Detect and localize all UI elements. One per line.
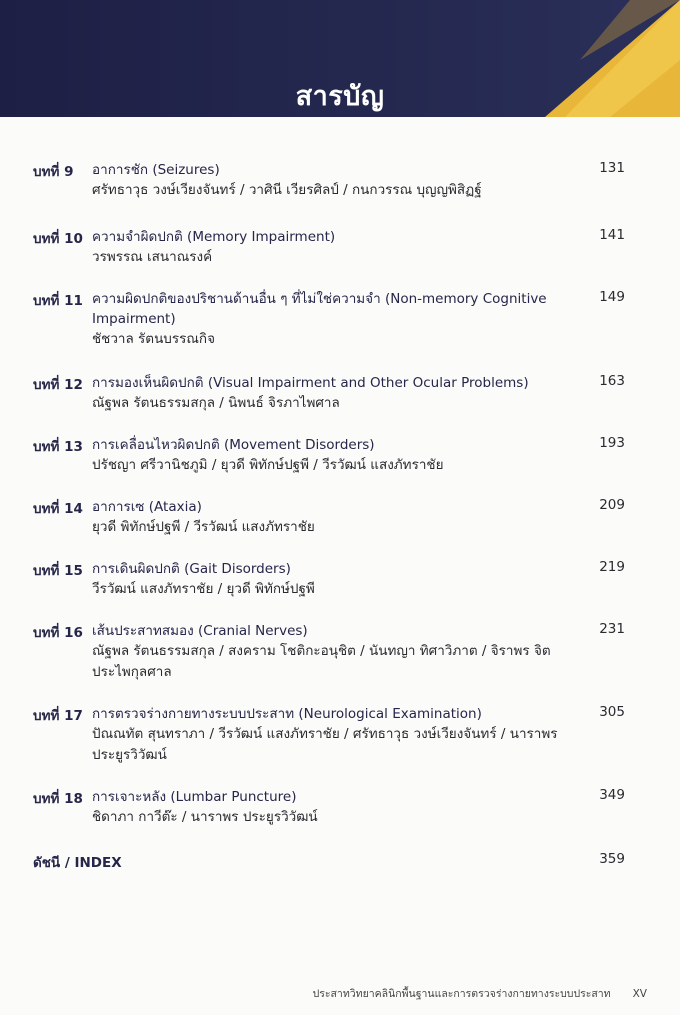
chapter-title: การเดินผิดปกติ (Gait Disorders)	[92, 561, 291, 577]
chapter-authors: ปรัชญา ศรีวานิชภูมิ / ยุวดี พิทักษ์ปฐพี / วีรวัฒน์ แสงภัทราชัย	[92, 457, 444, 473]
chapter-title: การเจาะหลัง (Lumbar Puncture)	[92, 789, 297, 805]
chapter-authors: ณัฐพล รัตนธรรมสกุล / สงคราม โชติกะอนุชิต / นันทญา ทิศาวิภาต / จิราพร จิตประไพกุลศาล	[92, 643, 551, 680]
toc-entry[interactable]	[33, 497, 629, 538]
chapter-title: การตรวจร่างกายทางระบบประสาท (Neurological Examination)	[92, 706, 482, 722]
chapter-number: บทที่ 18	[33, 791, 83, 807]
chapter-title: เส้นประสาทสมอง (Cranial Nerves)	[92, 623, 308, 639]
header-banner	[0, 0, 680, 117]
chapter-title: อาการชัก (Seizures)	[92, 162, 220, 178]
chapter-authors: ศรัทธาวุธ วงษ์เวียงจันทร์ / วาศินี เวียรศิลป์ / กนกวรรณ บุญญพิสิฏฐ์	[92, 182, 482, 198]
page-number: 193	[599, 435, 625, 451]
chapter-authors: ชิดาภา กาวีต๊ะ / นาราพร ประยูรวิวัฒน์	[92, 809, 318, 825]
page-number: 149	[599, 289, 625, 305]
page-number: 209	[599, 497, 625, 513]
chapter-authors: ยุวดี พิทักษ์ปฐพี / วีรวัฒน์ แสงภัทราชัย	[92, 519, 315, 535]
chapter-number: บทที่ 15	[33, 563, 83, 579]
chapter-number: บทที่ 12	[33, 377, 83, 393]
chapter-number: บทที่ 9	[33, 164, 74, 180]
page-number: 163	[599, 373, 625, 389]
page-number: 231	[599, 621, 625, 637]
page-number: 219	[599, 559, 625, 575]
chapter-number: บทที่ 14	[33, 501, 83, 517]
chapter-title: ความจำผิดปกติ (Memory Impairment)	[92, 229, 336, 245]
chapter-authors: วีรวัฒน์ แสงภัทราชัย / ยุวดี พิทักษ์ปฐพี	[92, 581, 315, 597]
book-title: ประสาทวิทยาคลินิกพื้นฐานและการตรวจร่างกายทางระบบประสาท	[312, 988, 611, 1000]
page-number: 141	[599, 227, 625, 243]
chapter-number: บทที่ 11	[33, 293, 83, 309]
page-number: 131	[599, 160, 625, 176]
toc-entry[interactable]	[33, 621, 629, 683]
chapter-authors: ปัณณทัต สุนทราภา / วีรวัฒน์ แสงภัทราชัย / ศรัทธาวุธ วงษ์เวียงจันทร์ / นาราพร ประยูรวิวัฒน์	[92, 726, 558, 763]
chapter-authors: วรพรรณ เสนาณรงค์	[92, 249, 213, 265]
toc-entry-index[interactable]	[33, 851, 629, 873]
page-title: สารบัญ	[295, 81, 385, 112]
toc-entry[interactable]	[33, 227, 629, 268]
chapter-number: บทที่ 16	[33, 625, 83, 641]
toc-list	[33, 160, 629, 828]
page-number: 349	[599, 787, 625, 803]
chapter-title: ความผิดปกติของปริชานด้านอื่น ๆ ที่ไม่ใช่ความจำ (Non-memory Cognitive Impairment)	[92, 291, 547, 327]
page-number: 359	[599, 851, 625, 867]
toc-entry[interactable]	[33, 160, 629, 201]
chapter-authors: ชัชวาล รัตนบรรณกิจ	[92, 331, 215, 347]
page-number: 305	[599, 704, 625, 720]
toc-entry[interactable]	[33, 373, 629, 414]
chapter-authors: ณัฐพล รัตนธรรมสกุล / นิพนธ์ จิรภาไพศาล	[92, 395, 340, 411]
toc-entry[interactable]	[33, 787, 629, 828]
chapter-title: การมองเห็นผิดปกติ (Visual Impairment and Other Ocular Problems)	[92, 375, 529, 391]
chapter-number: บทที่ 13	[33, 439, 83, 455]
toc-entry[interactable]	[33, 559, 629, 600]
toc-entry[interactable]	[33, 704, 629, 766]
chapter-title: การเคลื่อนไหวผิดปกติ (Movement Disorders)	[92, 437, 375, 453]
chapter-number: บทที่ 10	[33, 231, 83, 247]
chapter-number: บทที่ 17	[33, 708, 83, 724]
index-label: ดัชนี / INDEX	[33, 855, 122, 871]
folio-page-number: XV	[632, 988, 647, 1000]
page-footer	[313, 985, 647, 1002]
toc-entry[interactable]	[33, 435, 629, 476]
toc-entry[interactable]	[33, 289, 629, 350]
chapter-title: อาการเซ (Ataxia)	[92, 499, 202, 515]
